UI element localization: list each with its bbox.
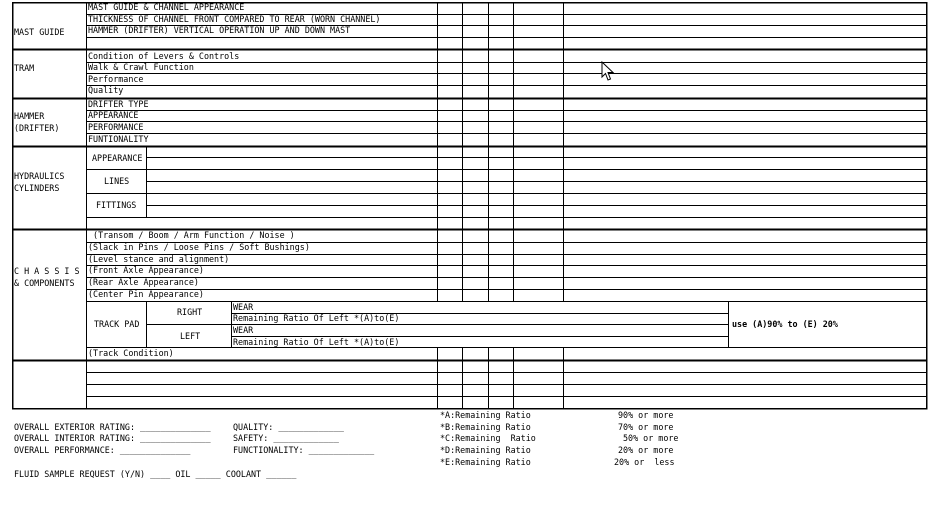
rating-safety[interactable]: SAFETY: _____________: [233, 433, 339, 443]
hammer-item: APPEARANCE: [88, 110, 139, 120]
legend-value: 20% or more: [618, 445, 674, 455]
tram-item: Performance: [88, 74, 144, 84]
track-pad-right: RIGHT: [177, 307, 203, 317]
tram-item: Quality: [88, 85, 124, 95]
track-pad-note: use (A)90% to (E) 20%: [732, 319, 838, 329]
legend-key: *E:Remaining Ratio: [440, 457, 531, 467]
hammer-label: HAMMER: [14, 111, 45, 121]
legend-key: *D:Remaining Ratio: [440, 445, 531, 455]
tram-item: Walk & Crawl Function: [88, 62, 194, 72]
legend-value: 70% or more: [618, 422, 674, 432]
track-pad-label: TRACK PAD: [94, 319, 140, 329]
hydraulics-sub-appearance: APPEARANCE: [92, 153, 143, 163]
track-condition: (Track Condition): [88, 348, 174, 358]
legend-key: *A:Remaining Ratio: [440, 410, 531, 420]
rating-interior[interactable]: OVERALL INTERIOR RATING: ______________: [14, 433, 211, 443]
chassis-item: (Level stance and alignment): [88, 254, 230, 264]
track-pad-left: LEFT: [180, 331, 201, 341]
legend-value: 90% or more: [618, 410, 674, 420]
chassis-item: (Front Axle Appearance): [88, 265, 204, 275]
mast-item: THICKNESS OF CHANNEL FRONT COMPARED TO REAR (WORN CHANNEL): [88, 14, 381, 24]
mast-item: MAST GUIDE & CHANNEL APPEARANCE: [88, 2, 245, 12]
chassis-item: (Center Pin Appearance): [88, 289, 204, 299]
track-pad-left-remaining: Remaining Ratio Of Left *(A)to(E): [233, 337, 400, 347]
track-pad-right-wear: WEAR: [233, 302, 254, 312]
rating-quality[interactable]: QUALITY: _____________: [233, 422, 344, 432]
legend-value: 50% or more: [623, 433, 679, 443]
chassis-label: C H A S S I S: [14, 266, 80, 276]
tram-item: Condition of Levers & Controls: [88, 51, 240, 61]
hammer-item: PERFORMANCE: [88, 122, 144, 132]
fluid-sample-request[interactable]: FLUID SAMPLE REQUEST (Y/N) ____ OIL _____ COOLANT ______: [14, 469, 297, 479]
legend-value: 20% or less: [614, 457, 675, 467]
track-pad-left-wear: WEAR: [233, 325, 254, 335]
hammer-item: DRIFTER TYPE: [88, 99, 149, 109]
chassis-label-sub: & COMPONENTS: [14, 278, 75, 288]
rating-performance[interactable]: OVERALL PERFORMANCE: ______________: [14, 445, 191, 455]
hammer-label-sub: (DRIFTER): [14, 123, 60, 133]
mast-item: HAMMER (DRIFTER) VERTICAL OPERATION UP AND DOWN MAST: [88, 25, 351, 35]
chassis-item: (Rear Axle Appearance): [88, 277, 199, 287]
hydraulics-sub-fittings: FITTINGS: [96, 200, 137, 210]
hydraulics-sub-lines: LINES: [104, 176, 130, 186]
chassis-item: (Transom / Boom / Arm Function / Noise ): [88, 230, 295, 240]
track-pad-right-remaining: Remaining Ratio Of Left *(A)to(E): [233, 313, 400, 323]
legend-key: *C:Remaining Ratio: [440, 433, 536, 443]
chassis-item: (Slack in Pins / Loose Pins / Soft Bushings): [88, 242, 310, 252]
rating-functionality[interactable]: FUNCTIONALITY: _____________: [233, 445, 375, 455]
hydraulics-label: HYDRAULICS: [14, 171, 65, 181]
legend-key: *B:Remaining Ratio: [440, 422, 531, 432]
hydraulics-label-sub: CYLINDERS: [14, 183, 60, 193]
mouse-pointer-icon: [601, 61, 615, 83]
tram-label: TRAM: [14, 63, 35, 73]
mast-guide-label: MAST GUIDE: [14, 27, 65, 37]
hammer-item: FUNTIONALITY: [88, 134, 149, 144]
rating-exterior[interactable]: OVERALL EXTERIOR RATING: ______________: [14, 422, 211, 432]
